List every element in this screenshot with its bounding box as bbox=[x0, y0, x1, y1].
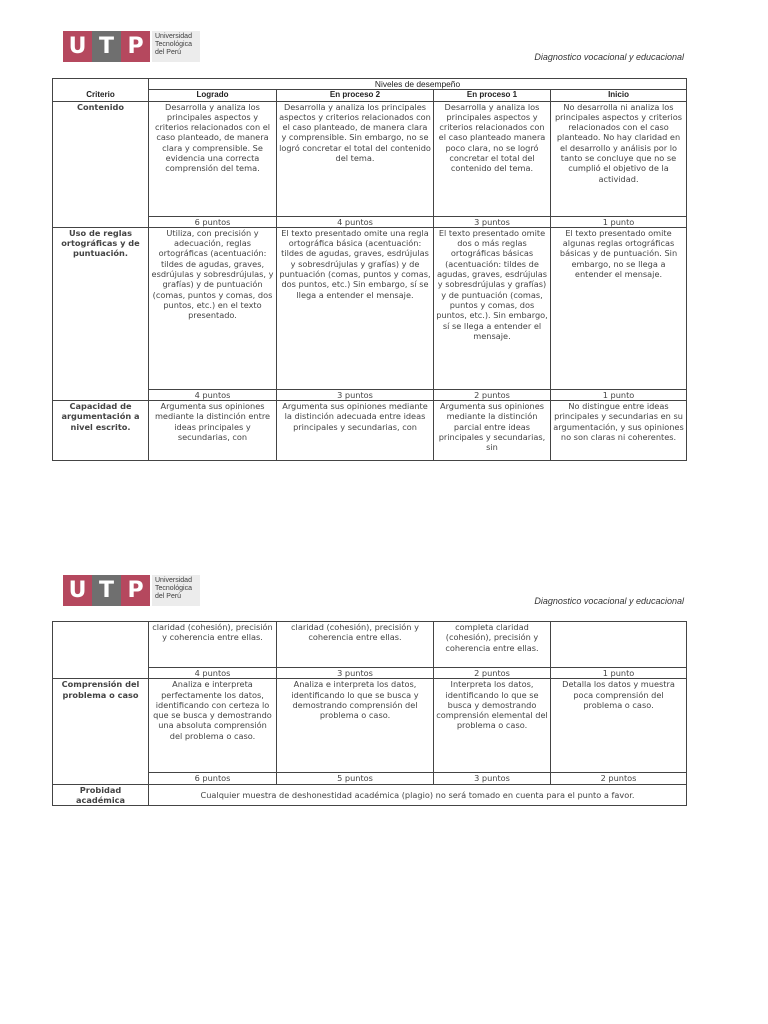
points-cell: 3 puntos bbox=[277, 389, 434, 400]
points-cell: 2 puntos bbox=[434, 668, 551, 679]
utp-logo bbox=[63, 31, 200, 62]
logo-university-name bbox=[152, 575, 200, 606]
points-cell: 3 puntos bbox=[434, 216, 551, 227]
logo-letter-p: P bbox=[121, 31, 150, 62]
criterion-contenido: Contenido bbox=[53, 101, 149, 227]
logo-letter-u: U bbox=[63, 31, 92, 62]
descriptor-cell: No distingue entre ideas principales y secundarias en su argumentación, y sus opiniones no son claras ni coherentes. bbox=[551, 401, 687, 461]
descriptor-cell: No desarrolla ni analiza los principales aspectos y criterios relacionados con el caso planteado. No hay claridad en el desarrollo y análisis por lo tanto se concluye que no se cumplió el objetivo de la actividad. bbox=[551, 101, 687, 216]
points-cell: 2 puntos bbox=[551, 773, 687, 784]
descriptor-cell: Detalla los datos y muestra poca comprensión del problema o caso. bbox=[551, 679, 687, 773]
descriptor-cell: El texto presentado omite dos o más reglas ortográficas básicas (acentuación: tildes de agudas, graves, esdrújulas y sobresdrújulas y grafías) y de puntuación (comas, puntos y comas, dos puntos, etc.). Sin embargo, sí se llega a entender el mensaje. bbox=[434, 227, 551, 389]
document-title: Diagnostico vocacional y educacional bbox=[534, 596, 684, 606]
points-cell: 6 puntos bbox=[149, 773, 277, 784]
descriptor-cell: El texto presentado omite algunas reglas ortográficas básicas y de puntuación. Sin embargo, no se llega a entender el mensaje. bbox=[551, 227, 687, 389]
probidad-note: Cualquier muestra de deshonestidad académica (plagio) no será tomado en cuenta para el punto a favor. bbox=[149, 784, 687, 806]
points-cell: 3 puntos bbox=[434, 773, 551, 784]
points-cell: 6 puntos bbox=[149, 216, 277, 227]
level-header: En proceso 1 bbox=[434, 90, 551, 101]
niveles-header: Niveles de desempeño bbox=[149, 79, 687, 90]
descriptor-cell: Analiza e interpreta los datos, identificando lo que se busca y demostrando comprensión del problema o caso. bbox=[277, 679, 434, 773]
logo-university-name bbox=[152, 31, 200, 62]
level-header: Inicio bbox=[551, 90, 687, 101]
criterion-argumentacion-continued bbox=[53, 622, 149, 679]
criterio-header: Criterio bbox=[53, 79, 149, 102]
logo-text-line: del Perú bbox=[155, 49, 182, 56]
criterion-probidad: Probidad académica bbox=[53, 784, 149, 806]
rubric-table bbox=[52, 78, 687, 461]
logo-text-line: del Perú bbox=[155, 593, 182, 600]
level-header: Logrado bbox=[149, 90, 277, 101]
criterion-reglas: Uso de reglas ortográficas y de puntuación. bbox=[53, 227, 149, 400]
logo-text-line: Tecnológica bbox=[155, 585, 192, 592]
points-cell: 5 puntos bbox=[277, 773, 434, 784]
descriptor-cell: El texto presentado omite una regla ortográfica básica (acentuación: tildes de agudas, graves, esdrújulas y sobresdrújulas y grafías) y de puntuación (comas, puntos y comas, dos puntos, etc.) Sin embargo, sí se llega a entender el mensaje. bbox=[277, 227, 434, 389]
utp-logo bbox=[63, 575, 200, 606]
points-cell: 2 puntos bbox=[434, 389, 551, 400]
logo-letter-p: P bbox=[121, 575, 150, 606]
criterion-argumentacion: Capacidad de argumentación a nivel escrito. bbox=[53, 401, 149, 461]
descriptor-cell: Argumenta sus opiniones mediante la distinción adecuada entre ideas principales y secundarias, con bbox=[277, 401, 434, 461]
criterion-comprension: Comprensión del problema o caso bbox=[53, 679, 149, 784]
descriptor-cell: Utiliza, con precisión y adecuación, reglas ortográficas (acentuación: tildes de agudas, graves, esdrújulas y sobresdrújulas, y grafías) y de puntuación (comas, puntos y comas, dos puntos, etc.) en el texto presentado. bbox=[149, 227, 277, 389]
descriptor-cell bbox=[551, 622, 687, 668]
descriptor-cell: Desarrolla y analiza los principales aspectos y criterios relacionados con el caso planteado, de manera clara y comprensible. Se evidencia una correcta comprensión del tema. bbox=[149, 101, 277, 216]
descriptor-cell: completa claridad (cohesión), precisión y coherencia entre ellas. bbox=[434, 622, 551, 668]
logo-text-line: Tecnológica bbox=[155, 41, 192, 48]
level-header: En proceso 2 bbox=[277, 90, 434, 101]
document-title: Diagnostico vocacional y educacional bbox=[534, 52, 684, 62]
points-cell: 1 punto bbox=[551, 668, 687, 679]
descriptor-cell: Argumenta sus opiniones mediante la distinción entre ideas principales y secundarias, con bbox=[149, 401, 277, 461]
descriptor-cell: Desarrolla y analiza los principales aspectos y criterios relacionados con el caso planteado, de manera clara y comprensible. Sin embargo, no se logró concretar el total del contenido del tema. bbox=[277, 101, 434, 216]
descriptor-cell: Interpreta los datos, identificando lo que se busca y demostrando comprensión elemental del problema o caso. bbox=[434, 679, 551, 773]
points-cell: 1 punto bbox=[551, 216, 687, 227]
points-cell: 4 puntos bbox=[149, 668, 277, 679]
points-cell: 4 puntos bbox=[277, 216, 434, 227]
logo-letter-t: T bbox=[92, 575, 121, 606]
page-2 bbox=[0, 512, 768, 1024]
descriptor-cell: Analiza e interpreta perfectamente los datos, identificando con certeza lo que se busca y demostrando una absoluta comprensión del problema o caso. bbox=[149, 679, 277, 773]
points-cell: 3 puntos bbox=[277, 668, 434, 679]
descriptor-cell: Desarrolla y analiza los principales aspectos y criterios relacionados con el caso planteado manera poco clara, no se logró concretar el total del contenido del tema. bbox=[434, 101, 551, 216]
points-cell: 4 puntos bbox=[149, 389, 277, 400]
descriptor-cell: claridad (cohesión), precisión y coherencia entre ellas. bbox=[277, 622, 434, 668]
logo-text-line: Universidad bbox=[155, 577, 192, 584]
points-cell: 1 punto bbox=[551, 389, 687, 400]
logo-letter-u: U bbox=[63, 575, 92, 606]
descriptor-cell: Argumenta sus opiniones mediante la distinción parcial entre ideas principales y secundarias, sin bbox=[434, 401, 551, 461]
rubric-table-continued bbox=[52, 621, 687, 806]
descriptor-cell: claridad (cohesión), precisión y coherencia entre ellas. bbox=[149, 622, 277, 668]
logo-text-line: Universidad bbox=[155, 33, 192, 40]
logo-letter-t: T bbox=[92, 31, 121, 62]
